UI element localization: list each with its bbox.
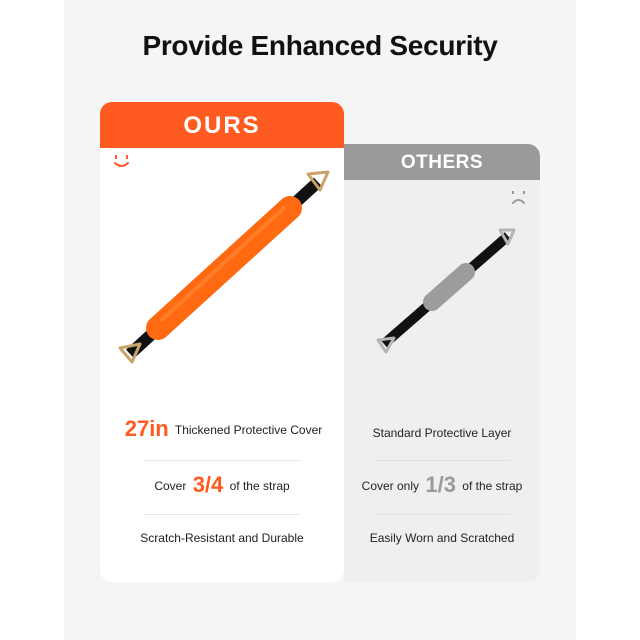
divider [374, 460, 510, 461]
others-row-durability: Easily Worn and Scratched [369, 531, 515, 545]
orange-strap-image [114, 168, 334, 368]
page-title: Provide Enhanced Security [142, 30, 498, 61]
ours-header: OURS [100, 102, 344, 148]
frown-icon [510, 190, 528, 206]
others-row-layer: Standard Protective Layer [372, 426, 512, 440]
divider [374, 514, 510, 515]
ours-coverage-value: 3/4 [192, 472, 224, 497]
ours-card [100, 102, 344, 582]
ours-row-coverage [100, 472, 344, 498]
ours-coverage-before: Cover [154, 479, 187, 493]
others-coverage-before: Cover only [361, 479, 420, 493]
ours-length-text: Thickened Protective Cover [174, 423, 323, 437]
divider [144, 460, 300, 461]
others-header: OTHERS [344, 144, 540, 180]
gray-strap-image [374, 226, 518, 356]
others-row-coverage [344, 472, 540, 498]
ours-coverage-after: of the strap [229, 479, 290, 493]
ours-row-length [100, 416, 344, 442]
ours-row-durability: Scratch-Resistant and Durable [140, 531, 304, 545]
others-coverage-after: of the strap [462, 479, 523, 493]
others-card [344, 144, 540, 582]
divider [144, 514, 300, 515]
ours-length-value: 27in [124, 416, 169, 441]
others-coverage-value: 1/3 [425, 472, 456, 497]
